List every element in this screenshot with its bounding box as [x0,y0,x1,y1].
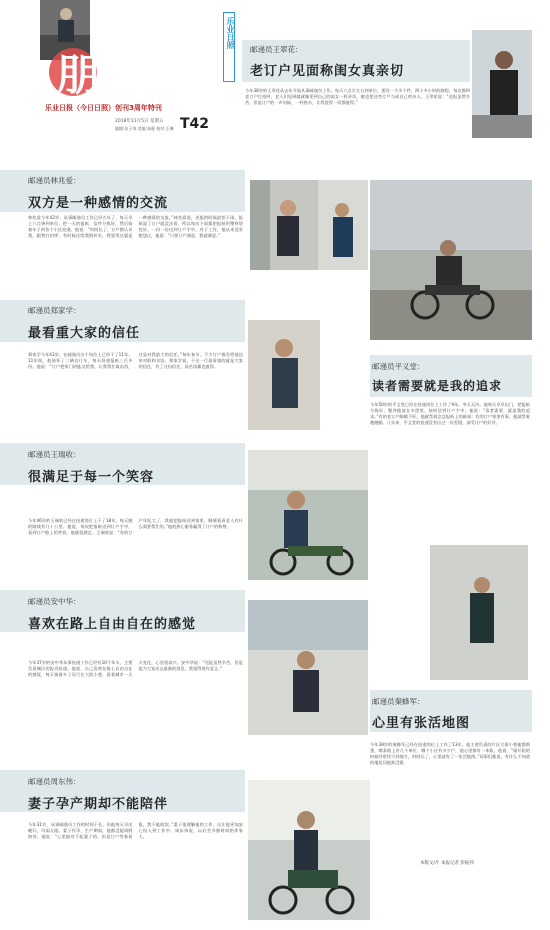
article-3-byline: 邮递员郑家学： [28,306,81,315]
article-4-photo [370,180,532,340]
article-7-photo [430,545,528,680]
credit-line: 本版文/片 本报记者 彭振伟 [420,861,474,866]
article-3-body: 郑家学今年43岁，在邮递员这个岗位上已经干了11年。11年间，他骑坏了三辆自行车，每天投递报纸三百多份。他说：“订户把家门钥匙交给我，让我帮忙取东西，这是对我最大的信任。”每年春节，不少订户都会给他送来对联和水饺。郑家学说，干这一行最看重的就是大家的信任，有了这份信任，再苦再累也值得。 [28,352,243,370]
column-tag [223,12,235,82]
masthead-logo [48,40,158,100]
column-tag-text: 乐业日照 [226,17,235,49]
article-4-title: 读者需要就是我的追求 [372,379,503,393]
article-1-body: 今年38岁的王翠花从去年开始从事邮递员工作。每天六点半左右到单位，要送一千多个件，两个多小时的路程。每次都和老订户打招呼，老人们见到她就像见到自己的闺女一样亲切，她也把这些订户当成自己的亲人。王翠花说：“送报虽然辛苦，但是订户的一声问候、一杯热水，让我觉得一切都值得。” [245,88,470,106]
article-8-photo [248,780,370,920]
article-8-body: 今年31岁，从事邮递员工作的时间不长，但他每天早出晚归，风雨无阻。妻子怀孕、生产期间，他都没能请假陪伴。他说：“心里挺对不起妻子的，但是订户等着看报，我不能耽误。”妻子很理解他的工作，这让他更加安心投入到工作中。周东伟说，以后会多抽时间陪伴家人。 [28,822,243,840]
article-8-title: 妻子孕产期却不能陪伴 [28,797,169,812]
article-5-title: 很满足于每一个笑容 [28,470,155,485]
article-8-byline: 邮递员周东伟： [28,777,81,786]
article-6-photo [248,600,368,735]
article-6-body: 今年37岁的安中华从事投递工作已经有10个年头，主要负责城区的报刊投递。他说，自己喜欢在路上自由自在的感觉，每天骑着车子穿行在大街小巷，看着城市一天天变化，心里很高兴。安中华说：“送报虽然辛苦，但是能为大家送去最新的消息，我觉得很有意义。” [28,660,243,678]
editor-line: 编辑:张子涛 美编:张静 校对:王琳 [115,126,174,131]
article-7-byline: 邮递员秦蜂军： [372,697,425,706]
article-2-title: 双方是一种感情的交流 [28,196,169,211]
article-4-byline: 邮递员平义堂： [372,362,425,371]
article-6-byline: 邮递员安中华： [28,597,81,606]
logo-text: 朋友 [56,50,144,100]
article-5-byline: 邮递员王瑞收： [28,450,81,459]
article-6-title: 喜欢在路上自由自在的感觉 [28,617,197,632]
article-7-title: 心里有张活地图 [372,716,471,731]
article-2-byline: 邮递员林兆爱： [28,176,81,185]
article-4-body: 今年50岁的平义堂已经在投递岗位上工作了9年。冬天天冷，他每天早早出门，把报纸分拣好，整齐地放在车筐里，按时送到订户手中。他说：“读者需要，就是我的追求。”有的老订户眼睛不好，他就帮着念念报纸上的新闻；有的订户家里有事，他就帮着跑跑腿。几年来，平义堂的投递没有出过一次差错，深受订户的好评。 [370,402,530,426]
article-5-photo [248,450,368,580]
article-1-title: 老订户见面称闺女真亲切 [250,64,405,79]
date-line: 2018年11月5日 星期五 [115,119,164,124]
article-3-title: 最看重大家的信任 [28,326,141,341]
article-2-photo [250,180,318,270]
article-2-photo-2 [318,180,368,270]
article-1-byline: 邮递员王翠花： [250,45,303,54]
article-3-photo [248,320,320,430]
paper-line: 乐业日报（今日日照）创刊3周年特刊 [45,104,162,112]
article-2-body: 林兆爱今年42岁，从事邮递员工作已经五年了，每天早上六点钟到单位，把一天的报纸、信件分拣好，然后骑着车子到各个小区投递。他说：“时间长了，订户都认识我，跟我打招呼，有时候还给我倒杯水，我觉得这就是一种感情的交流。”林兆爱说，送报的时候最怕下雨，报纸湿了订户就没法看，所以每次下雨都把报纸用塑料袋包好，一份一份送到订户手中。对于工作，他从来没有抱怨过，他说：“只要订户满意，我就满意。” [28,215,243,239]
page-number: T42 [180,116,210,132]
article-7-body: 今年38岁的秦蜂军已经在投递岗位上工作了13年，他主要负责的片区大街小巷他都熟悉，哪条路上有几个单位、哪个小区有多少户，他心里都有一本账。他说：“刚开始的时候经常找不到地方，时间长了，心里就有了一张活地图。”同事们都说，有什么不知道的地址问他准没错。 [370,742,530,766]
article-1-photo [472,30,532,138]
article-5-body: 今年46岁的王瑞收已经在投递岗位上干了18年，每天跑的路线有几十公里。他说，每次把报纸送到订户手中，看到订户脸上的笑容，他就很满足。王瑞收说：“有的订户年纪大了，我就把报纸送到家里，顺便看看老人有什么需要帮忙的。”他的热心服务赢得了订户的称赞。 [28,518,243,536]
